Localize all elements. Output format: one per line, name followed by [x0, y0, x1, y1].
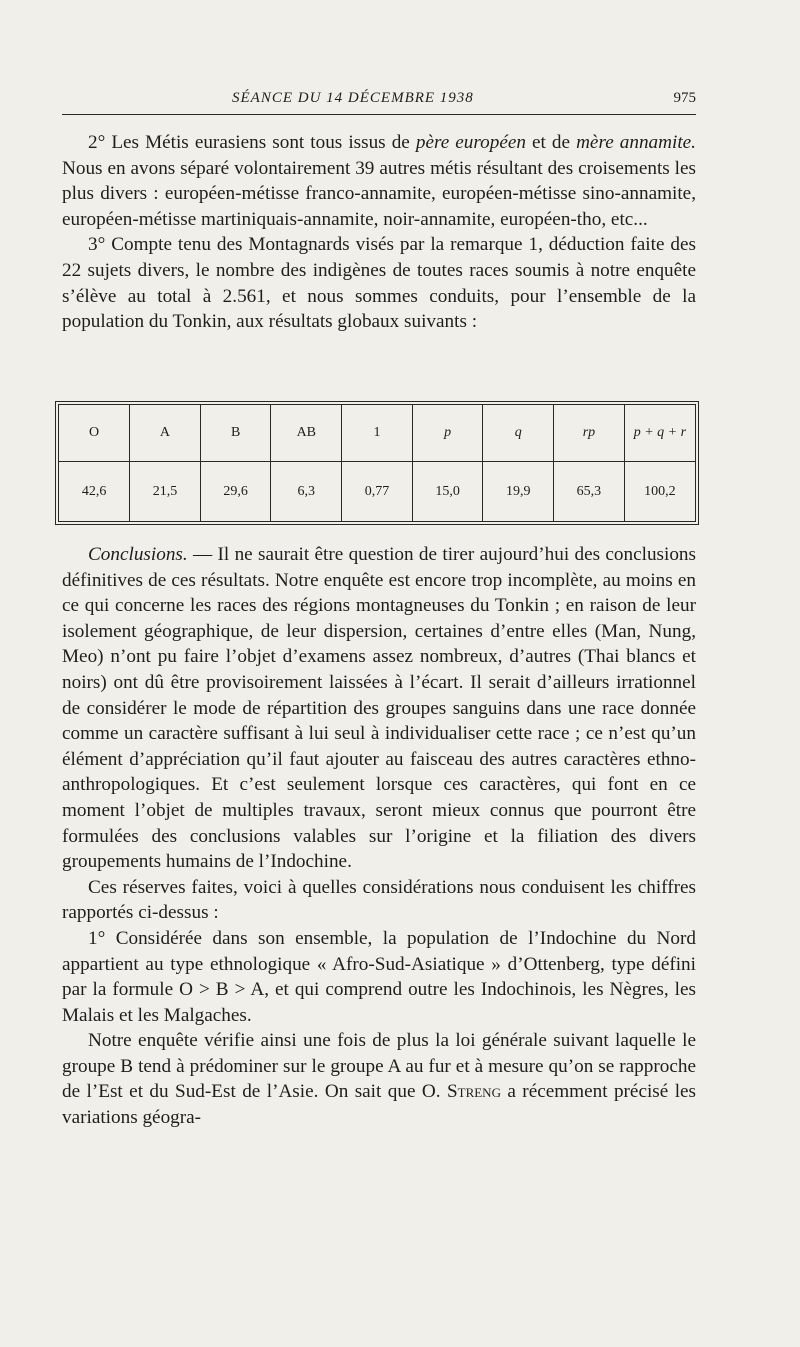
- page-number: 975: [673, 90, 696, 106]
- table-header-cell: rp: [554, 405, 625, 462]
- text-run: 2° Les Métis eurasiens sont tous issus de: [88, 132, 416, 153]
- running-header: [62, 88, 696, 112]
- table-header-cell: 1: [342, 405, 413, 462]
- paragraph: [62, 1028, 696, 1130]
- table-value-cell: 0,77: [342, 462, 413, 522]
- paragraph: [62, 130, 696, 232]
- table-header-cell: A: [130, 405, 201, 462]
- table-value-cell: 65,3: [554, 462, 625, 522]
- table-value-cell: 6,3: [271, 462, 342, 522]
- table-value-cell: 19,9: [483, 462, 554, 522]
- text-run: — Il ne saurait être question de tirer aujourd’hui des conclusions définitives de ces résultats. Notre enquête est encore trop incomplète, au moins en ce qui concerne les races des régions montagneuses du Tonkin ; en raison de leur isolement géographique, de leur dispersion, certaines d’entre elles (Man, Nung, Meo) n’ont pu faire l’objet d’examens assez nombreux, d’autres (Thai blancs et noirs) ont dû être provisoirement laissées à l’écart. Il serait d’ailleurs irrationnel de considérer le mode de répartition des groupes sanguins dans une race donnée comme un caractère suffisant à lui seul à individualiser cette race ; ce n’est qu’un élément d’appréciation qu’il faut ajouter au faisceau des autres caractères ethno-anthropologiques. Et c’est seulement lorsque ces caractères, qui font en ce moment l’objet de multiples travaux, seront mieux connus que pourront être formulées des conclusions valables sur l’origine et la filiation des divers groupements humains de l’Indochine.: [62, 544, 696, 873]
- table-value-cell: 29,6: [200, 462, 271, 522]
- paragraph: [62, 875, 696, 926]
- table-header-cell: O: [59, 405, 130, 462]
- table-header-row: [59, 405, 695, 462]
- body-text-bottom: [62, 542, 696, 1131]
- paragraph: [62, 542, 696, 875]
- text-run: Notre enquête vérifie ainsi une fois de plus la loi générale suivant laquelle le groupe B tend à prédominer sur le groupe A au fur et à mesure qu’on se rapproche de l’Est et du Sud-Est de l’Asie. On sait que O.: [62, 1030, 696, 1103]
- table-value-cell: 21,5: [130, 462, 201, 522]
- table-header-cell: B: [200, 405, 271, 462]
- table-value-cell: 42,6: [59, 462, 130, 522]
- paragraph: [62, 232, 696, 334]
- table-header-cell: p: [412, 405, 483, 462]
- italic-text: Conclusions.: [88, 544, 188, 565]
- italic-text: père européen: [415, 132, 526, 153]
- text-run: 1° Considérée dans son ensemble, la population de l’Indochine du Nord appartient au type ethnologique « Afro-Sud-Asiatique » d’Ottenberg, type défini par la formule O > B > A, et qui comprend outre les Indochinois, les Nègres, les Malais et les Malgaches.: [62, 927, 696, 1026]
- small-caps-text: Streng: [446, 1081, 501, 1103]
- text-run: Ces réserves faites, voici à quelles considérations nous conduisent les chiffres rapportés ci-dessus :: [62, 876, 696, 924]
- paragraph: [62, 926, 696, 1028]
- table-header-cell: p + q + r: [624, 405, 695, 462]
- body-text-top: [62, 130, 696, 335]
- table-values-row: [59, 462, 695, 522]
- table-header-cell: q: [483, 405, 554, 462]
- table-value-cell: 15,0: [412, 462, 483, 522]
- header-rule: [62, 114, 696, 115]
- table-header-cell: AB: [271, 405, 342, 462]
- text-run: a récemment précisé les variations géogra-: [62, 1081, 697, 1129]
- text-run: et de: [525, 132, 577, 153]
- text-run: Nous en avons séparé volontairement 39 autres métis résultant des croisements les plus divers : européen-métisse franco-annamite, européen-métisse sino-annamite, européen-métisse martiniquais-annamite, noir-annamite, européen-tho, etc...: [62, 157, 696, 230]
- text-run: 3° Compte tenu des Montagnards visés par la remarque 1, déduction faite des 22 sujets divers, le nombre des indigènes de toutes races soumis à notre enquête s’élève au total à 2.561, et nous sommes conduits, pour l’ensemble de la population du Tonkin, aux résultats globaux suivants :: [62, 234, 696, 333]
- italic-text: mère annamite.: [576, 132, 696, 153]
- blood-group-table: [58, 404, 696, 522]
- running-title: SÉANCE DU 14 DÉCEMBRE 1938: [232, 90, 474, 106]
- table-value-cell: 100,2: [644, 483, 676, 499]
